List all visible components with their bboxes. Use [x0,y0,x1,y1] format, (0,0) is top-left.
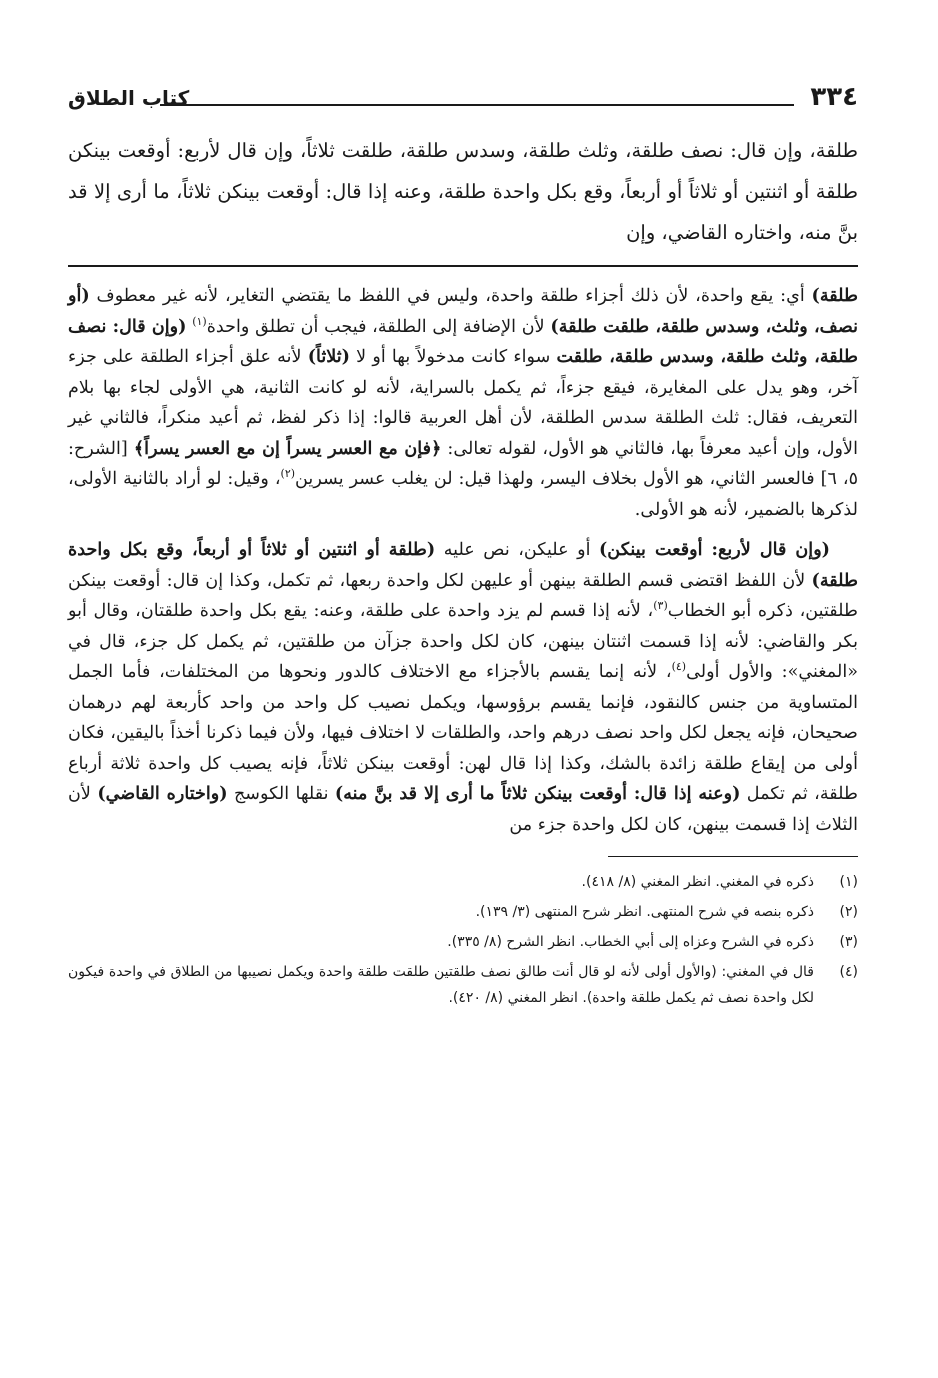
book-page [68,66,858,1011]
footnote-number: (١) [839,874,858,890]
commentary-text: [الشرح: ٥، ٦] فالعسر الثاني، هو الأول بخلاف اليسر، ولهذا قيل: لن يغلب عسر يسرين [68,438,859,489]
commentary-text: ، وقيل: لو أراد بالثانية الأولى، لذكرها بالضمير، لأنه هو الأولى. [68,469,858,520]
commentary-text: لأن اللفظ اقتضى قسم الطلقة بينهن أو عليهن لكل واحدة ربعها، ثم تكمل، وكذا إن قال: أوقعت بينكن طلقتين، ذكره أبو الخطاب [68,570,859,621]
book-title: كتاب الطلاق [68,86,190,110]
footnote-number: (٢) [839,904,858,920]
footnote-number: (٤) [839,964,858,980]
quoted-matn: (وعنه إذا قال: أوقعت بينكن ثلاثاً ما أرى إلا قد بنَّ منه) [334,783,741,804]
section-divider [68,265,858,267]
footnote-ref-4[interactable]: (٤) [671,660,687,674]
footnote-ref-3[interactable]: (٣) [653,599,668,613]
footnote-text: ذكره في المغني. انظر المغني (٨/ ٤١٨). [581,874,814,890]
quoted-matn: (وإن قال لأربع: أوقعت بينكن) [598,539,831,560]
footnote-divider [608,856,858,857]
footnote-ref-2[interactable]: (٢) [280,467,296,481]
quoted-matn: (طلقة أو اثنتين أو ثلاثاً أو أربعاً، وقع بكل واحدة طلقة) [68,539,858,591]
commentary-text: لأنه علق أجزاء الطلقة على جزء آخر، وهو يدل على المغايرة، فيقع جزءاً، ثم يكمل بالسراية، لأنه لو كانت الثانية، هي الأولى لجاء بها بلام التعريف، فقال: ثلث الطلقة سدس الطلقة، لأن أهل العربية قالوا: إذا ذكر لفظ، ثم أعيد منكراً، فالثاني غير الأول، وإن أعيد معرفاً بها، فالثاني هو الأول، لقوله تعالى: [68,347,858,459]
commentary-paragraph-2 [68,535,858,840]
commentary-text: أي: يقع واحدة، لأن ذلك أجزاء طلقة واحدة، وليس في اللفظ ما يقتضي التغاير، لأنه غير معطوف [89,286,812,306]
commentary-text: لأن الإضافة إلى الطلقة، فيجب أن تطلق واحدة [206,316,551,337]
quoted-matn: (أو نصف، وثلث، وسدس طلقة، طلقت طلقة) [68,285,859,337]
commentary-text: ، لأنه إذا قسم لم يزد واحدة على طلقة، وعنه: يقع بكل واحدة طلقتان، وقال أبو بكر والقاضي: لأنه إذا قسمت اثنتان بينهن، كان لكل واحدة جزآن من طلقتين، ثم يكمل كل جزء، قال في «المغني»: والأول أولى [68,601,858,682]
quran-verse: ﴿فإن مع العسر يسراً إن مع العسر يسراً﴾ [133,437,442,459]
quoted-matn: (واختاره القاضي) [97,783,228,804]
commentary-text: أو عليكن، نص عليه [435,540,599,560]
footnote-item [68,959,858,1011]
footnote-text: ذكره في الشرح وعزاه إلى أبي الخطاب. انظر الشرح (٨/ ٣٣٥). [447,934,814,950]
matn-text: طلقة، وإن قال: نصف طلقة، وثلث طلقة، وسدس طلقة، طلقت ثلاثاً، وإن قال لأربع: أوقعت بينكن طلقة أو اثنتين أو ثلاثاً أو أربعاً، وقع بكل واحدة طلقة، وعنه إذا قال: أوقعت بينكن ثلاثاً، ما أرى إلا قد بنَّ منه، واختاره القاضي، وإن [68,139,858,244]
header-rule [160,104,794,106]
footnote-item [68,929,858,955]
page-number: ٣٣٤ [810,82,858,112]
footnote-item [68,899,858,925]
quoted-matn: طلقة) [811,285,858,306]
quoted-matn: (وإن قال: نصف طلقة، وثلث طلقة، وسدس طلقة، طلقت [68,315,858,367]
running-header [68,66,858,112]
footnote-text: ذكره بنصه في شرح المنتهى. انظر شرح المنتهى (٣/ ١٣٩). [475,904,814,920]
commentary-text: سواء كانت مدخولاً بها أو لا [350,347,557,367]
footnote-ref-1[interactable]: (١) [192,314,207,328]
commentary-text: نقلها الكوسج [227,784,335,804]
footnotes [68,869,858,1011]
footnote-number: (٣) [839,934,858,950]
footnote-item [68,869,858,895]
footnote-text: قال في المغني: (والأول أولى لأنه لو قال أنت طالق نصف طلقتين طلقت طلقة واحدة ويكمل نصيبها من الطلاق في واحدة فيكون لكل واحدة نصف ثم يكمل طلقة واحدة). انظر المغني (٨/ ٤٢٠). [68,964,814,1006]
commentary-text: ، لأنه إنما يقسم بالأجزاء مع الاختلاف كالدور ونحوها من المختلفات، فأما الجمل المتساوية من جنس كالنقود، فإنما يقسم برؤوسها، ويكمل نصيب كل واحد من واحد كأربعة لهم درهمان صحيحان، فإنه يجعل لكل واحد نصف درهم واحد، والطلقات لا اختلاف فيها، ولأن فيما ذكرنا أخذاً باليقين، فكان أولى من إيقاع طلقة زائدة بالشك، وكذا إذا قال لهن: أوقعت بينكن ثلاثاً، فإنه يصيب كل واحدة ثلاثة أرباع طلقة، ثم تكمل [68,662,858,804]
quoted-matn: (ثلاثاً) [307,346,350,367]
commentary [68,281,858,840]
commentary-paragraph-1 [68,281,858,525]
commentary-text: لأن الثلاث إذا قسمت بينهن، كان لكل واحدة جزء من [68,784,858,835]
